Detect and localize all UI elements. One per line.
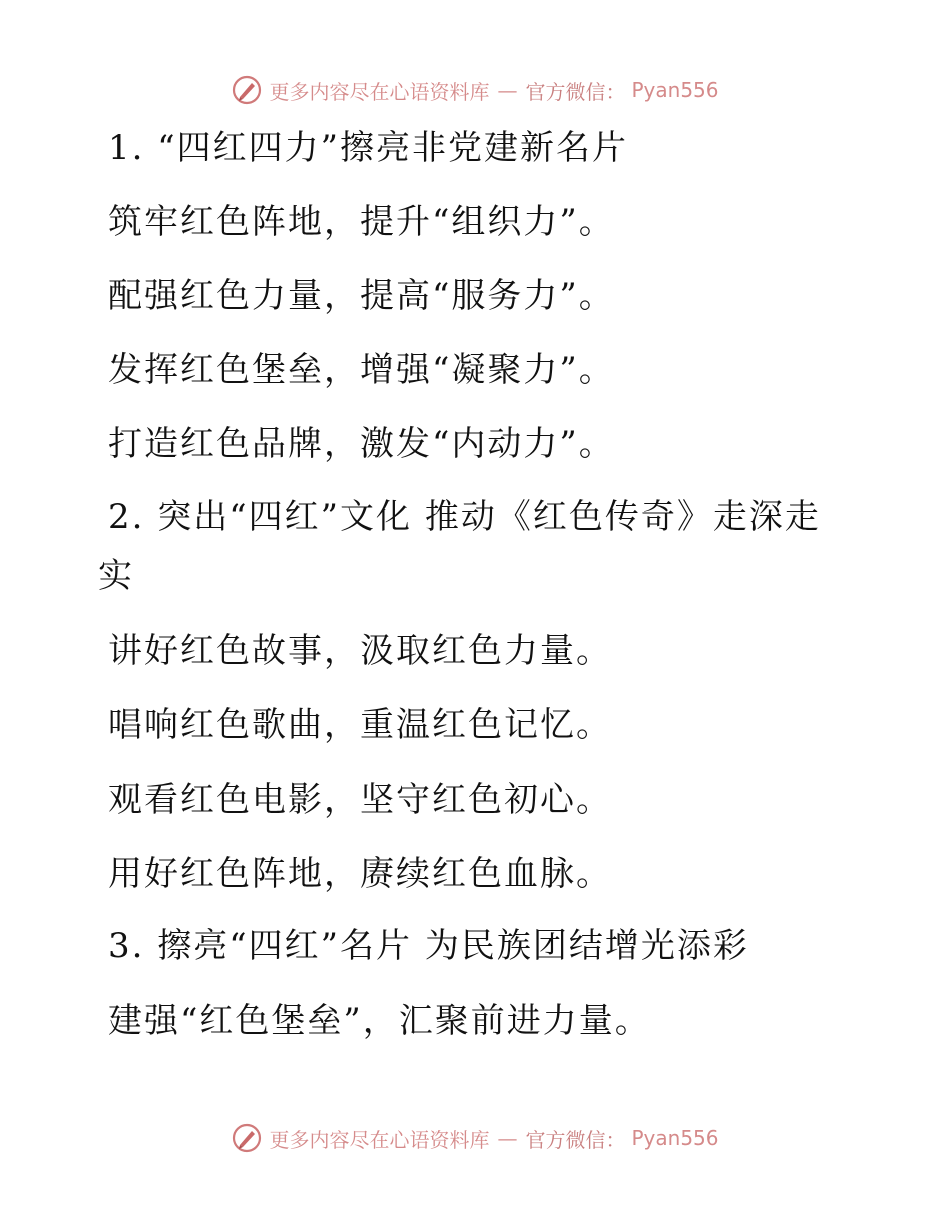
body-line: 建强“红色堡垒”，汇聚前进力量。: [108, 1001, 651, 1041]
pen-logo-icon: [231, 74, 263, 106]
body-line: 唱响红色歌曲，重温红色记忆。: [108, 705, 612, 745]
watermark-separator: —: [497, 78, 518, 102]
section-heading-3: 3. 擦亮“四红”名片 为民族团结增光添彩: [108, 926, 749, 966]
watermark-site-text: 更多内容尽在心语资料库: [269, 79, 490, 104]
watermark-wechat-label: 官方微信：: [525, 1127, 626, 1152]
header-watermark: [0, 70, 950, 110]
pen-logo-icon: [231, 1122, 263, 1154]
body-line: 筑牢红色阵地，提升“组织力”。: [108, 202, 615, 242]
body-line: 观看红色电影，坚守红色初心。: [108, 780, 612, 820]
watermark-wechat-id: Pyan556: [631, 1126, 719, 1150]
footer-watermark: [0, 1118, 950, 1158]
watermark-separator: —: [497, 1126, 518, 1150]
section-heading-2-wrap: 实: [98, 556, 134, 596]
body-line: 讲好红色故事，汲取红色力量。: [108, 631, 612, 671]
body-line: 发挥红色堡垒，增强“凝聚力”。: [108, 350, 615, 390]
watermark-wechat-label: 官方微信：: [525, 79, 626, 104]
watermark-site-text: 更多内容尽在心语资料库: [269, 1127, 490, 1152]
watermark-wechat-id: Pyan556: [631, 78, 719, 102]
section-heading-1: 1. “四红四力”擦亮非党建新名片: [108, 128, 629, 168]
section-heading-2: 2. 突出“四红”文化 推动《红色传奇》走深走: [108, 497, 821, 537]
body-line: 配强红色力量，提高“服务力”。: [108, 276, 615, 316]
body-line: 打造红色品牌，激发“内动力”。: [108, 424, 615, 464]
body-line: 用好红色阵地，赓续红色血脉。: [108, 854, 612, 894]
